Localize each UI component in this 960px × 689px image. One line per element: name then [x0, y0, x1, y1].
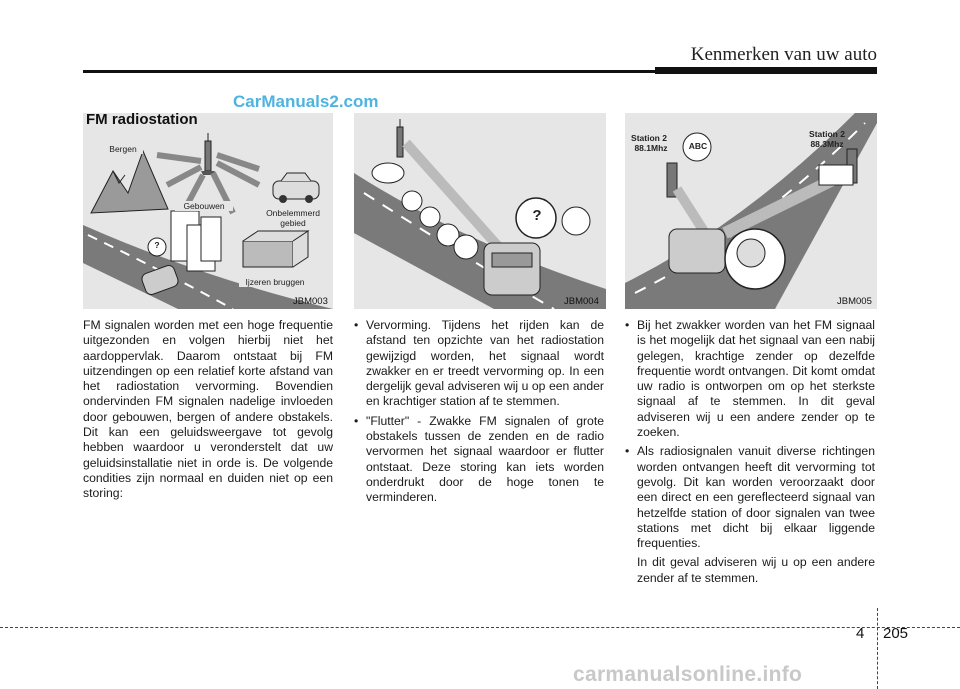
bullet-flutter — [354, 414, 604, 506]
label-question-2: ? — [532, 207, 542, 224]
bullet-text: Als radiosignalen vanuit diverse richtingen worden ontvangen heeft dit vervorming tot gevolg. Dit kan worden veroorzaakt door een direct en een gereflecteerd signaal van hetzelfde station of door signalen van twee stations met dicht bij elkaar liggende frequenties. — [637, 444, 875, 551]
footer-divider — [877, 608, 878, 689]
chapter-number: 4 — [856, 625, 865, 642]
bullet-multipath — [625, 444, 875, 551]
watermark-bottom: carmanualsonline.info — [573, 663, 803, 686]
column-left — [83, 318, 333, 502]
label-station-left: Station 2 — [631, 133, 667, 143]
bullet-dot: • — [625, 444, 630, 459]
bullet-text: Bij het zwakker worden van het FM signaal is het mogelijk dat het signaal van een nabij gelegen, krachtige zender op dezelfde frequentie wordt ontvangen. Dit komt omdat uw radio is ontworpen om op het sterkste signaal af te stemmen. In dit geval adviseren wij u een andere zender op te zoeken. — [637, 318, 875, 440]
figure-flutter — [354, 113, 606, 309]
bullet-dot: • — [625, 318, 630, 332]
label-freq-left: 88.1Mhz — [634, 143, 668, 153]
header-rule-accent — [655, 67, 877, 74]
label-freq-right: 88.3Mhz — [810, 139, 844, 149]
label-question: ? — [154, 240, 160, 250]
page-number: 205 — [883, 625, 909, 642]
figure-code-2: JBM004 — [564, 296, 599, 307]
watermark-top: CarManuals2.com — [233, 92, 379, 111]
figure-fm-obstacles — [83, 113, 333, 309]
bullet-dot: • — [354, 413, 359, 428]
running-header: Kenmerken van uw auto — [690, 44, 877, 65]
section-heading: FM radiostation — [86, 111, 198, 128]
bullet-dot: • — [354, 318, 359, 332]
column-right — [625, 318, 875, 586]
closing-advice: In dit geval adviseren wij u op een andere zender af te stemmen. — [637, 555, 875, 585]
bullet-text: "Flutter" - Zwakke FM signalen of grote obstakels tussen de zenden en de radio vervormen het signaal waardoor er flutter ontstaat. Deze storing kan iets worden onderdrukt door de hoge tonen te verminderen. — [366, 413, 604, 505]
figure-interference — [625, 113, 877, 309]
label-letters: ABC — [688, 141, 708, 151]
column-middle — [354, 318, 604, 510]
bullet-weak-signal — [625, 318, 875, 440]
figure-code-1: JBM003 — [293, 296, 328, 307]
label-bridges: Ijzeren bruggen — [239, 277, 311, 287]
footer-rule — [0, 627, 960, 628]
bullet-text: Vervorming. Tijdens het rijden kan de afstand ten opzichte van het radiostation gewijzigd worden, het signaal wordt zwakker en er treedt vervorming op. In een dergelijk geval adviseren wij u op een ander en krachtiger station af te stemmen. — [366, 318, 604, 409]
bullet-distortion — [354, 318, 604, 410]
figure-code-3: JBM005 — [837, 296, 872, 307]
flutter-illustration — [354, 113, 606, 309]
label-buildings: Gebouwen — [175, 201, 233, 211]
label-open-area: Onbelemmerd gebied — [261, 208, 325, 228]
intro-paragraph: FM signalen worden met een hoge frequentie uitgezonden en volgen hierbij niet het aardoppervlak. Daarom ontstaat bij FM uitzendingen op een relatief korte afstand van het radiostation vervorming. Bovendien ondervinden FM signalen nadelige invloeden door gebouwen, bergen of andere obstakels. Dit kan een geluidsweergave tot gevolg hebben waardoor u veronderstelt dat uw geluidsinstallatie niet in orde is. De volgende condities zijn normaal en duiden niet op een storing: — [83, 318, 333, 501]
label-mountains: Bergen — [103, 144, 143, 154]
label-station-right: Station 2 — [809, 129, 845, 139]
